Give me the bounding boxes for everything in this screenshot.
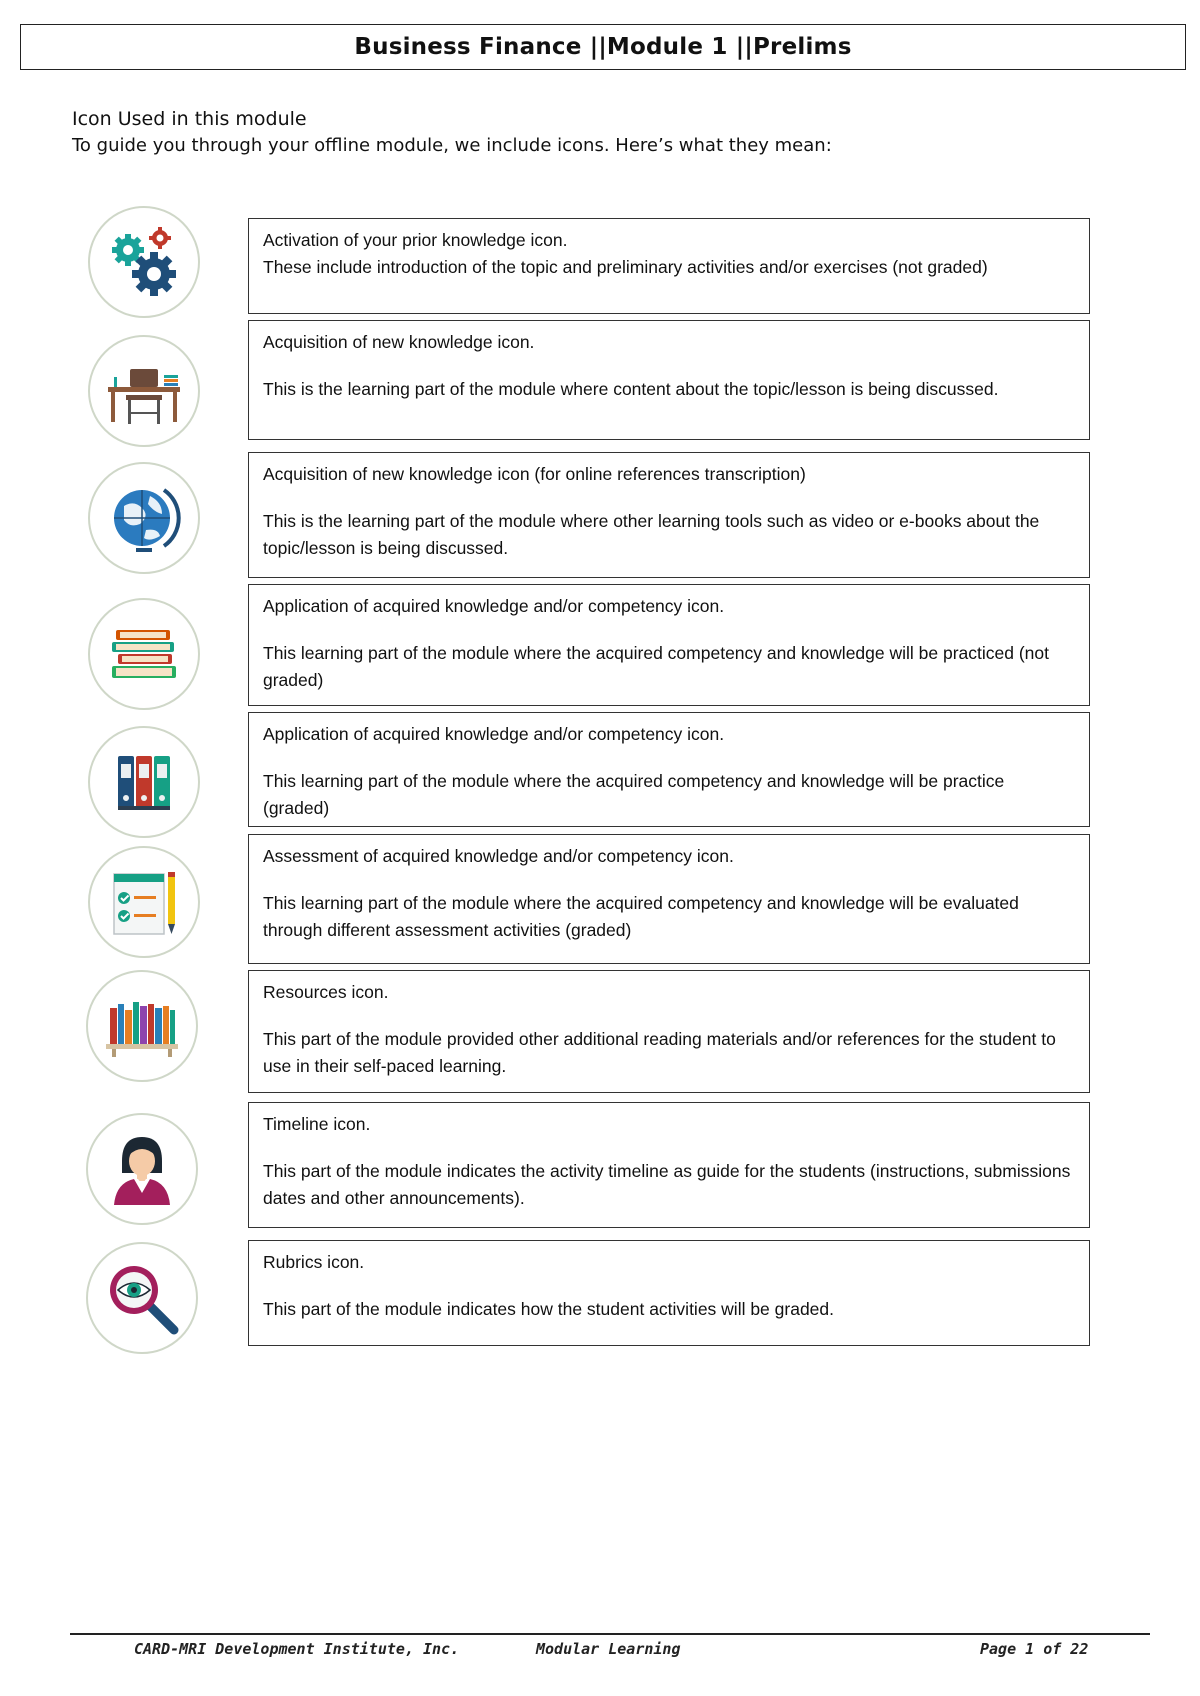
item-title: Timeline icon. [263,1114,371,1134]
item-description: This learning part of the module where the acquired competency and knowledge will be practiced (not graded) [263,643,1050,690]
page-number: Page 1 of 22 [980,1640,1089,1658]
magnifier-eye-icon [86,1242,198,1354]
item-description: This part of the module indicates the activity timeline as guide for the students (instructions, submissions dates and other announcements). [263,1161,1071,1208]
item-title: Resources icon. [263,982,389,1002]
item-description: This learning part of the module where the acquired competency and knowledge will be practice (graded) [263,771,1005,818]
intro-description: To guide you through your offline module, we include icons. Here’s what they mean: [72,135,832,156]
icon-description-box [248,970,1090,1093]
footer-module-type: Modular Learning [536,1640,681,1658]
item-description: This learning part of the module where the acquired competency and knowledge will be evaluated through different assessment activities (graded) [263,893,1019,940]
item-title: Assessment of acquired knowledge and/or competency icon. [263,846,734,866]
checklist-pencil-icon [88,846,200,958]
footer-organization: CARD-MRI Development Institute, Inc. [134,1640,460,1658]
item-description: This is the learning part of the module where content about the topic/lesson is being discussed. [263,379,999,399]
book-stack-icon [88,598,200,710]
item-description: This is the learning part of the module where other learning tools such as video or e-books about the topic/lesson is being discussed. [263,511,1040,558]
globe-icon [88,462,200,574]
icon-description-box [248,834,1090,964]
item-title: Acquisition of new knowledge icon (for online references transcription) [263,464,806,484]
item-title: Activation of your prior knowledge icon. [263,230,568,250]
teacher-icon [86,1113,198,1225]
icon-description-box [248,218,1090,314]
item-description: These include introduction of the topic and preliminary activities and/or exercises (not graded) [263,257,988,277]
item-description: This part of the module provided other additional reading materials and/or references for the student to use in their self-paced learning. [263,1029,1056,1076]
icon-description-box [248,1240,1090,1346]
icon-description-box [248,1102,1090,1228]
intro-title: Icon Used in this module [72,108,307,130]
gears-icon [88,206,200,318]
footer-divider [70,1633,1150,1635]
desk-chair-icon [88,335,200,447]
icon-description-box [248,712,1090,827]
item-title: Application of acquired knowledge and/or competency icon. [263,724,725,744]
bookshelf-icon [86,970,198,1082]
item-title: Rubrics icon. [263,1252,365,1272]
icon-description-box [248,584,1090,706]
item-description: This part of the module indicates how the student activities will be graded. [263,1299,835,1319]
icon-description-box [248,452,1090,578]
icon-description-box [248,320,1090,440]
item-title: Acquisition of new knowledge icon. [263,332,535,352]
header-title: Business Finance ||Module 1 ||Prelims [354,34,852,60]
item-title: Application of acquired knowledge and/or competency icon. [263,596,725,616]
binders-icon [88,726,200,838]
page-header [20,24,1186,70]
